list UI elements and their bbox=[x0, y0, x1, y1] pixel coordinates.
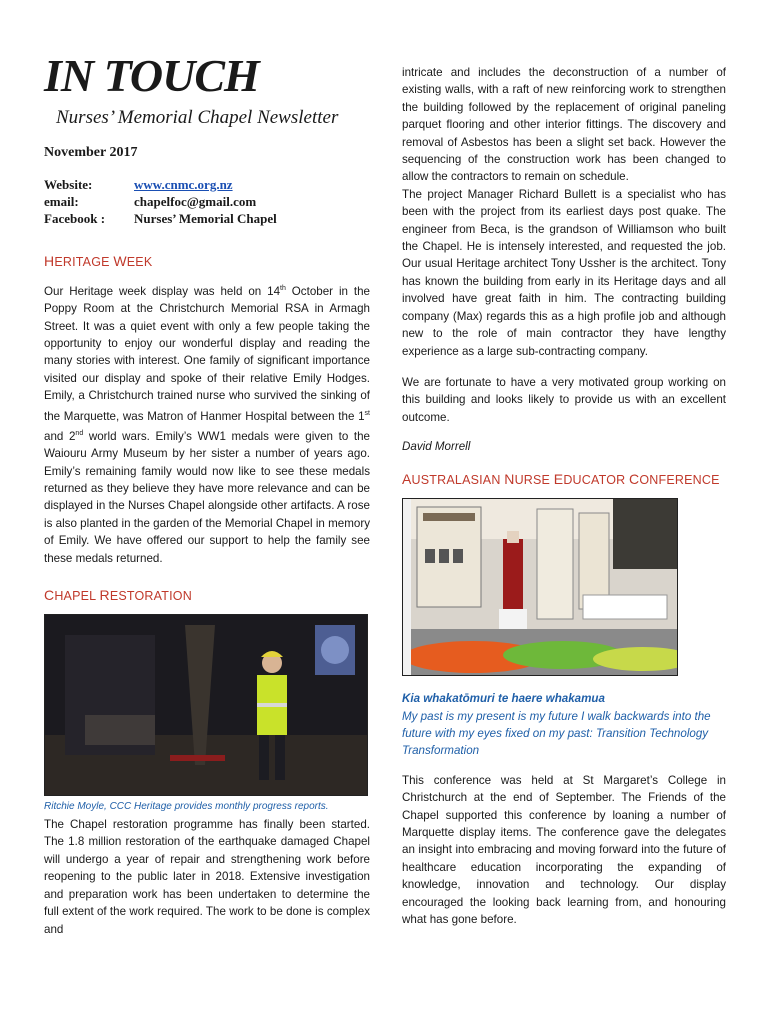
restoration-signature: David Morrell bbox=[402, 440, 471, 454]
conference-display-photo bbox=[402, 498, 678, 676]
restoration-paragraph-1: The Chapel restoration programme has finally been started. The 1.8 million restoration of the earthquake damaged Chapel will undergo a year of repair and strengthening work before reopening to the public later in 2018. Extensive investigation and preparation work has been undertaken to determine the full extent of the work required. The work to be done is complex and bbox=[44, 818, 370, 936]
website-label: Website: bbox=[44, 177, 93, 192]
restoration-photo-caption: Ritchie Moyle, CCC Heritage provides monthly progress reports. bbox=[44, 801, 329, 813]
restoration-paragraph-3: The project Manager Richard Bullett is a specialist who has been with the project from its earliest days post quake. The engineer from Beca, is the grandson of Williamson who built the Chapel. He is intensely interested, and requested the job. Our usual Heritage architect Tony Ussher is the architect. Tony has known the building from early in its Heritage days and all involved have great faith in him. The contracting building company (Max) regards this as a high profile job and although new to the role of main contractor they have lengthy experience as a large sub-contracting company. bbox=[402, 187, 726, 358]
contact-website bbox=[44, 176, 370, 193]
restoration-photo-illustration bbox=[45, 615, 367, 795]
contact-email bbox=[44, 193, 370, 210]
chapel-restoration-photo bbox=[44, 614, 368, 796]
newsletter-title: IN TOUCH bbox=[44, 50, 259, 101]
facebook-value: Nurses’ Memorial Chapel bbox=[134, 211, 277, 226]
chapel-restoration-heading: CHAPEL RESTORATION bbox=[44, 587, 192, 604]
contact-facebook bbox=[44, 210, 370, 227]
conference-motto-title: Kia whakatōmuri te haere whakamua bbox=[402, 692, 605, 706]
right-column bbox=[402, 64, 726, 928]
left-column bbox=[44, 50, 370, 938]
restoration-paragraph-4: We are fortunate to have a very motivated group working on this building and looks likely to provide us with an excellent outcome. bbox=[402, 375, 726, 424]
contact-block bbox=[44, 176, 370, 227]
newsletter-subtitle: Nurses’ Memorial Chapel Newsletter bbox=[56, 107, 339, 128]
heritage-week-heading: HERITAGE WEEK bbox=[44, 253, 153, 269]
conference-paragraph: This conference was held at St Margaret’s College in Christchurch at the end of September. The Friends of the Chapel supported this conference by loaning a number of Marquette display items. The conference gave the delegates an insight into embracing and moving forward into the future of healthcare education incorporating the expanding of knowledge, innovation and technology. Our display encouraged the looking back learning from, and honouring what has gone before. bbox=[402, 773, 726, 926]
heritage-week-paragraph: Our Heritage week display was held on 14th October in the Poppy Room at the Christchurch Memorial RSA in Armagh Street. It was a quiet event with only a few people taking the opportunity to enjoy our wonderful display and reading the many stories with interest. One family of significant importance visited our display and spoke of their relative Emily Hodges. Emily, a Christchurch trained nurse who survived the sinking of the Marquette, was Matron of Hanmer Hospital between the 1st and 2nd world wars. Emily’s WW1 medals were given to the Waiouru Army Museum by her sister a number of years ago. Emily’s remaining family would now like to see these medals returned as they believe they have more relevance and can be displayed in the Nurses Chapel alongside other artifacts. A rose is also planted in the garden of the Memorial Chapel in memory of Emily. We have offered our support to help the family see these medals returned. bbox=[44, 284, 370, 565]
conference-motto-text: My past is my present is my future I walk backwards into the future with my eyes fixed on my past: Transition Technology Transformation bbox=[402, 709, 711, 758]
facebook-label: Facebook : bbox=[44, 211, 106, 226]
conference-heading: AUSTRALASIAN NURSE EDUCATOR CONFERENCE bbox=[402, 471, 720, 488]
conference-photo-illustration bbox=[403, 499, 677, 675]
restoration-paragraph-2: intricate and includes the deconstruction of a number of existing walls, with a raft of new reinforcing work to strengthen the building followed by the replacement of original paneling parquet flooring and other interior fittings. The discovery and removal of Asbestos has been a slight set back. However the sequencing of the construction work has been changed to allow the contractors to remain on schedule. bbox=[402, 66, 726, 184]
email-value: chapelfoc@gmail.com bbox=[134, 194, 257, 209]
email-label: email: bbox=[44, 194, 79, 209]
website-link[interactable]: www.cnmc.org.nz bbox=[134, 177, 233, 192]
issue-date: November 2017 bbox=[44, 145, 138, 160]
